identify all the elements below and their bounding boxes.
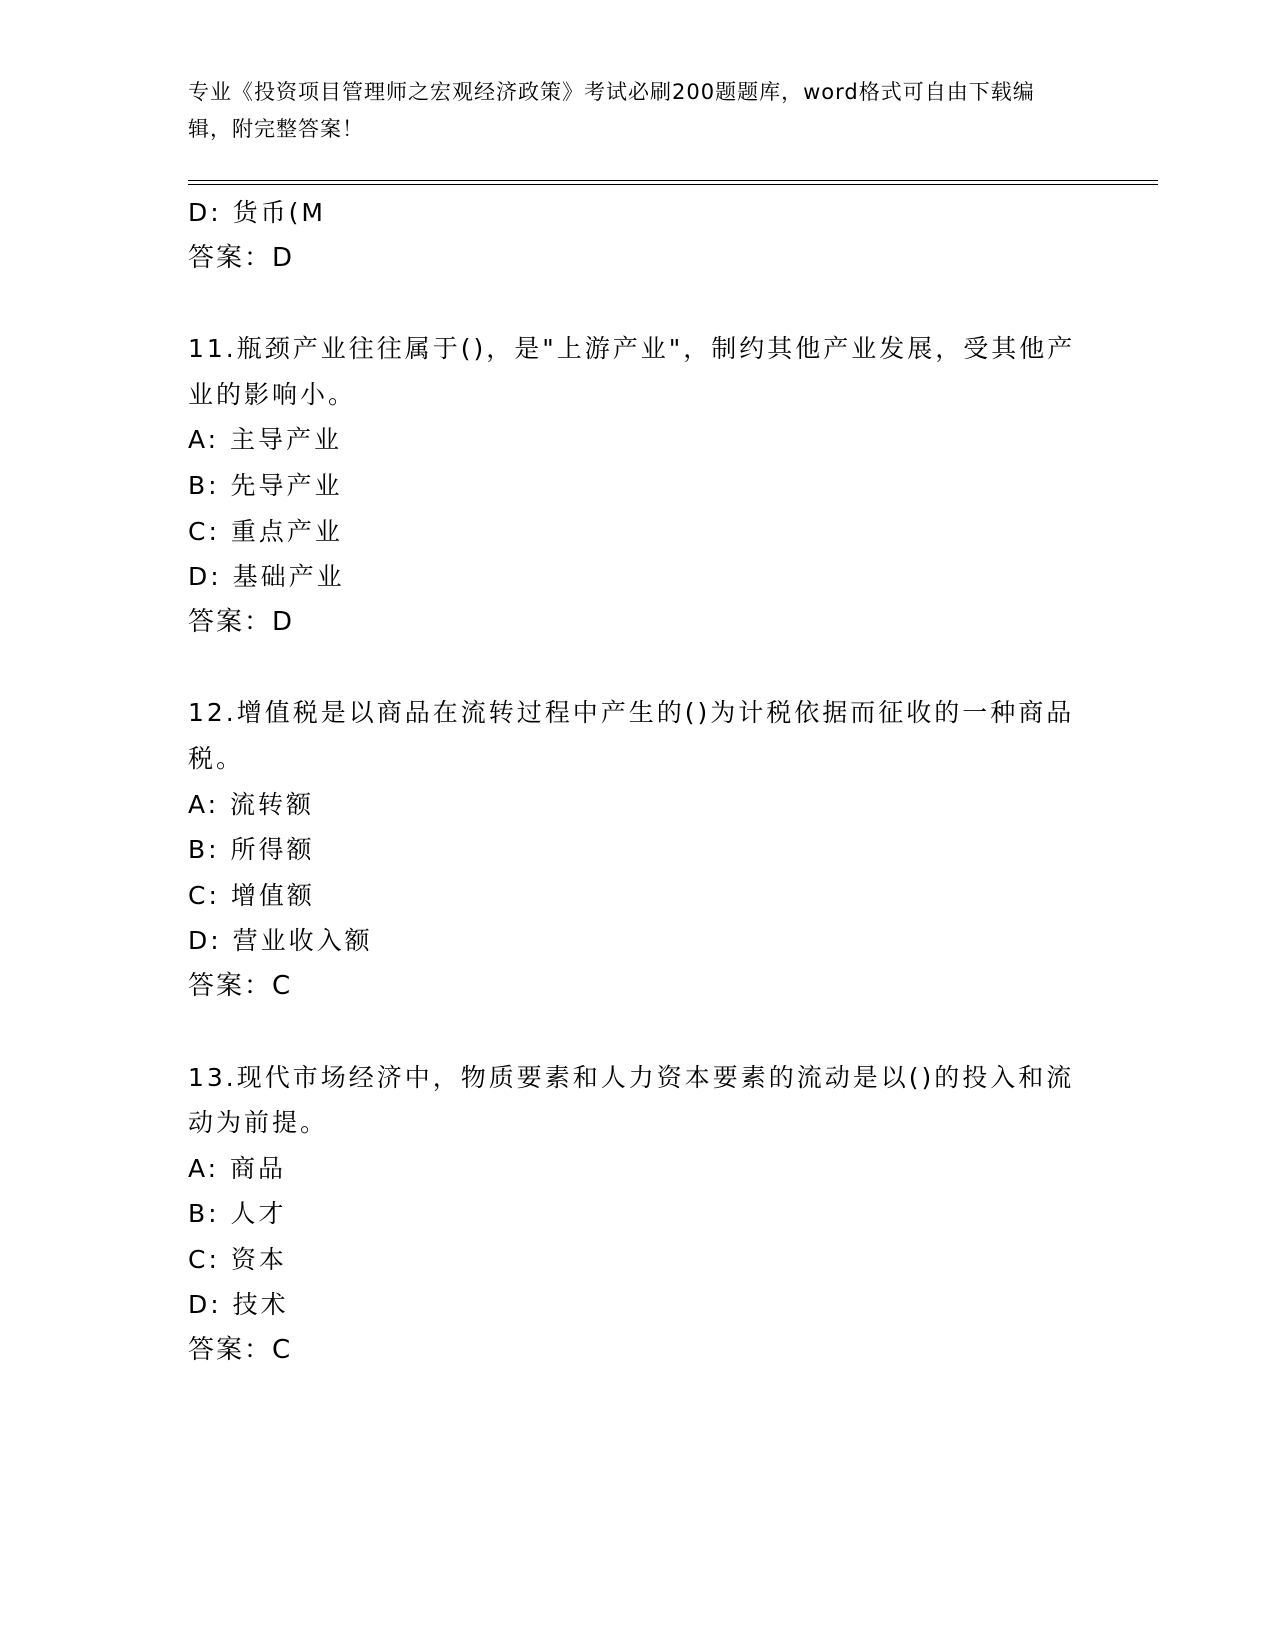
option-b: B: 所得额 [188, 835, 315, 865]
option-c: C: 重点产业 [188, 516, 343, 546]
answer: 答案：C [188, 970, 293, 1001]
question-11 [188, 326, 1088, 645]
answer: 答案：D [188, 242, 295, 273]
answer: 答案：C [188, 1335, 293, 1366]
spacer [188, 281, 1088, 326]
option-d: D: 基础产业 [188, 562, 345, 592]
question-text: 12.增值税是以商品在流转过程中产生的()为计税依据而征收的一种商品税。 [188, 698, 1075, 773]
document-body [188, 190, 1088, 1374]
option-a: A: 流转额 [188, 789, 315, 819]
header-divider [188, 180, 1158, 185]
option-d: D: 货币(M [188, 198, 326, 227]
option-a: A: 商品 [188, 1153, 287, 1183]
option-b: B: 人才 [188, 1199, 287, 1229]
option-a: A: 主导产业 [188, 425, 343, 455]
spacer [188, 645, 1088, 690]
question-13 [188, 1055, 1088, 1374]
question-fragment [188, 190, 1088, 281]
header-text: 专业《投资项目管理师之宏观经济政策》考试必刷200题题库，word格式可自由下载编辑，附完整答案！ [188, 80, 1035, 141]
answer: 答案：D [188, 606, 295, 637]
option-d: D: 营业收入额 [188, 926, 373, 956]
spacer [188, 1010, 1088, 1055]
option-d: D: 技术 [188, 1290, 289, 1320]
question-12 [188, 690, 1088, 1009]
page-header [188, 74, 1068, 148]
question-text: 11.瓶颈产业往往属于()，是"上游产业"，制约其他产业发展，受其他产业的影响小。 [188, 334, 1076, 409]
option-c: C: 增值额 [188, 880, 315, 910]
option-c: C: 资本 [188, 1244, 287, 1274]
option-b: B: 先导产业 [188, 470, 343, 500]
question-text: 13.现代市场经济中，物质要素和人力资本要素的流动是以()的投入和流动为前提。 [188, 1062, 1075, 1138]
